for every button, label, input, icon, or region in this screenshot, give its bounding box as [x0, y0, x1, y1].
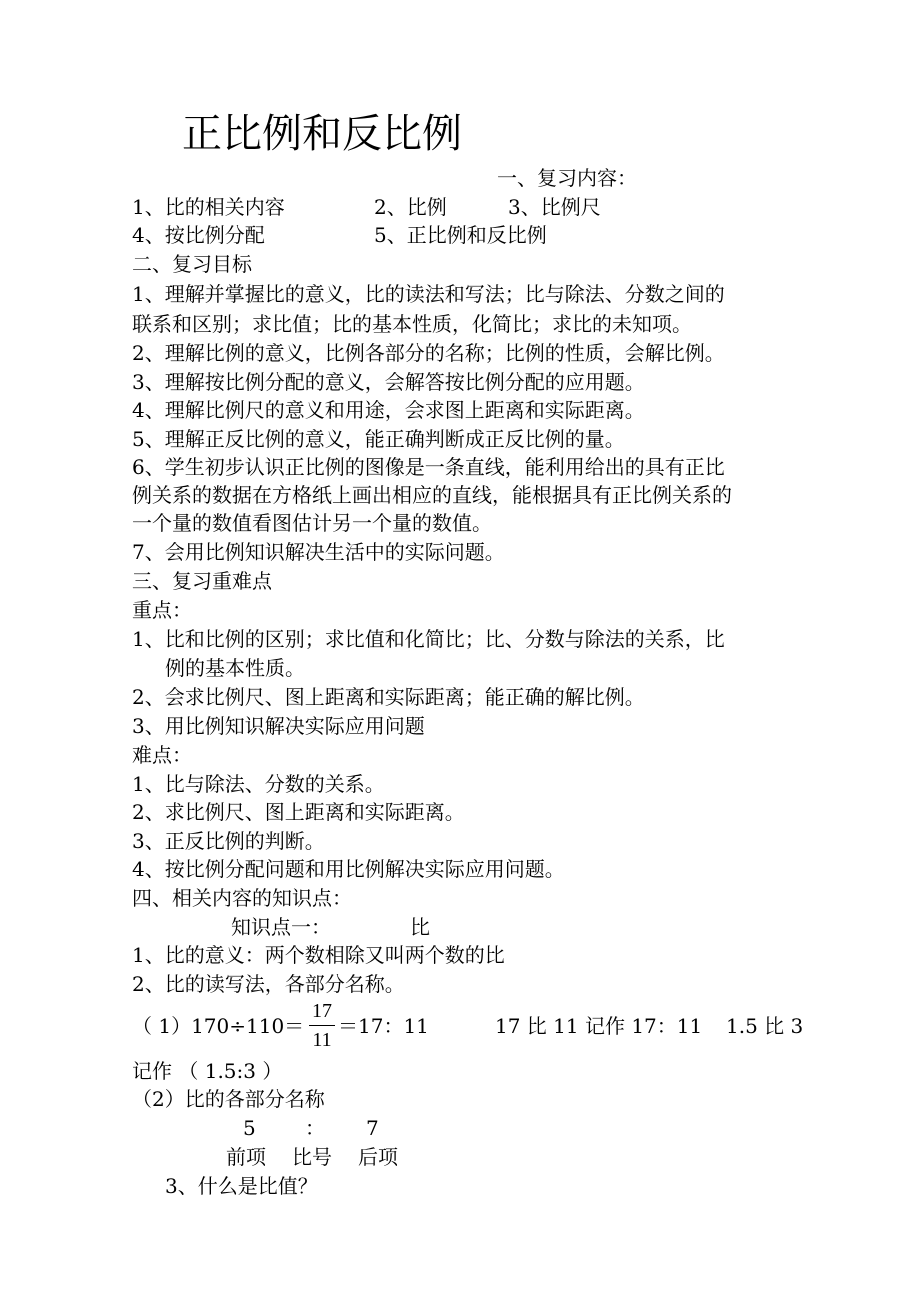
review-item-4: 4、按比例分配: [132, 223, 265, 247]
knowledge-line: 1、比的意义：两个数相除又叫两个数的比: [132, 943, 505, 967]
example-mid: 17 比 11 记作 17：11: [495, 1014, 703, 1038]
fraction-denominator: 11: [312, 1029, 332, 1051]
fraction-bar: [309, 1025, 335, 1026]
review-item-3: 3、比例尺: [508, 195, 601, 219]
key-point-line: 例的基本性质。: [165, 656, 305, 680]
part-name: 前项: [226, 1145, 266, 1169]
page-title: 正比例和反比例: [182, 111, 462, 157]
difficult-point-line: 2、求比例尺、图上距离和实际距离。: [132, 800, 465, 824]
knowledge-point-name: 比: [410, 915, 430, 939]
example-prefix: （ 1）170÷110＝: [132, 1014, 305, 1038]
goal-line: 5、理解正反比例的意义，能正确判断成正反比例的量。: [132, 427, 625, 451]
key-point-line: 3、用比例知识解决实际应用问题: [132, 714, 425, 738]
section4-heading: 四、相关内容的知识点：: [132, 886, 352, 910]
difficult-point-line: 3、正反比例的判断。: [132, 829, 325, 853]
goal-line: 3、理解按比例分配的意义，会解答按比例分配的应用题。: [132, 370, 645, 394]
goal-line: 1、理解并掌握比的意义，比的读法和写法；比与除法、分数之间的: [132, 282, 725, 306]
part-name: 比号: [292, 1145, 332, 1169]
goal-line: 7、会用比例知识解决生活中的实际问题。: [132, 540, 505, 564]
key-point-line: 2、会求比例尺、图上距离和实际距离；能正确的解比例。: [132, 685, 645, 709]
goal-line: 6、学生初步认识正比例的图像是一条直线，能利用给出的具有正比: [132, 455, 725, 479]
goal-line: 一个量的数值看图估计另一个量的数值。: [132, 511, 492, 535]
knowledge-line: 2、比的读写法，各部分名称。: [132, 972, 405, 996]
ratio-consequent: 7: [366, 1116, 379, 1140]
difficult-point-line: 1、比与除法、分数的关系。: [132, 772, 385, 796]
goal-line: 例关系的数据在方格纸上画出相应的直线，能根据具有正比例关系的: [132, 483, 732, 507]
goal-line: 2、理解比例的意义，比例各部分的名称；比例的性质，会解比例。: [132, 341, 725, 365]
part-name: 后项: [358, 1145, 398, 1169]
ratio-colon: ：: [305, 1116, 325, 1140]
review-item-5: 5、正比例和反比例: [374, 223, 547, 247]
review-item-1: 1、比的相关内容: [132, 195, 285, 219]
question-3: 3、什么是比值？: [165, 1174, 318, 1198]
review-item-2: 2、比例: [374, 195, 447, 219]
example-line-2: 记作 （ 1.5:3 ）: [132, 1059, 283, 1083]
example-end: 1.5 比 3: [726, 1014, 804, 1038]
ratio-antecedent: 5: [243, 1116, 256, 1140]
knowledge-point-label: 知识点一：: [231, 915, 331, 939]
key-points-label: 重点：: [132, 598, 192, 622]
fraction: [309, 999, 335, 1052]
section2-heading: 二、复习目标: [132, 252, 252, 276]
sub-item-2: （2）比的各部分名称: [132, 1087, 325, 1111]
goal-line: 联系和区别；求比值；比的基本性质，化简比；求比的未知项。: [132, 312, 692, 336]
fraction-numerator: 17: [312, 1000, 332, 1022]
difficult-point-line: 4、按比例分配问题和用比例解决实际应用问题。: [132, 857, 565, 881]
goal-line: 4、理解比例尺的意义和用途，会求图上距离和实际距离。: [132, 398, 645, 422]
section1-heading: 一、复习内容：: [497, 166, 637, 190]
difficult-points-label: 难点：: [132, 743, 192, 767]
section3-heading: 三、复习重难点: [132, 569, 272, 593]
key-point-line: 1、比和比例的区别；求比值和化简比；比、分数与除法的关系，比: [132, 627, 725, 651]
example-suffix: ＝17：11: [338, 1014, 429, 1038]
